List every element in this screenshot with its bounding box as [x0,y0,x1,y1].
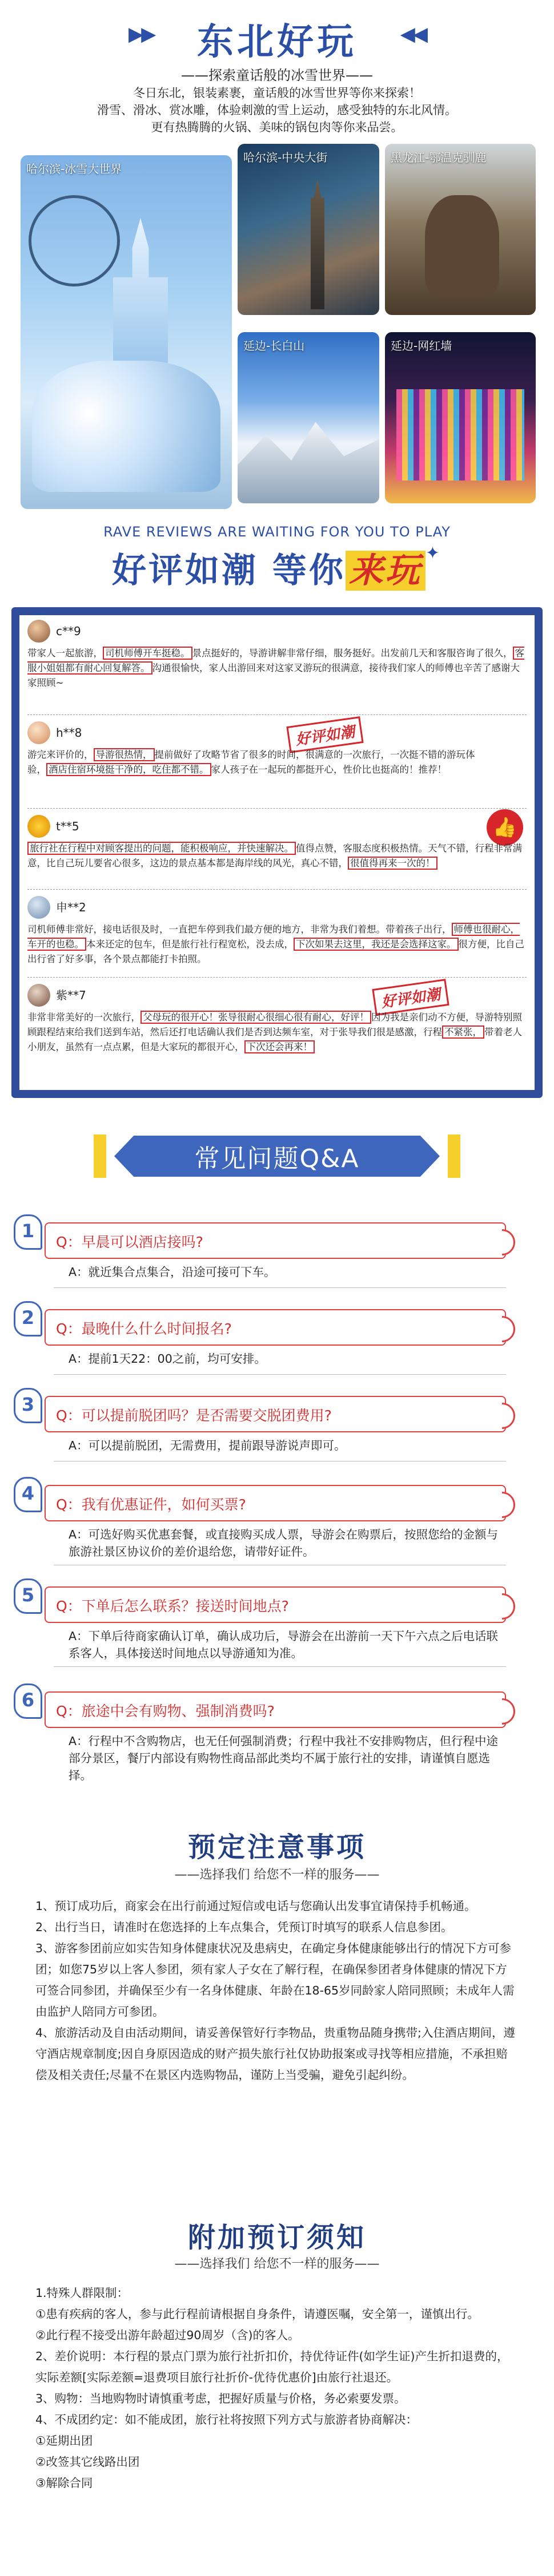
review-header [27,720,527,745]
notice-subtitle: ——选择我们 给您不一样的服务—— [174,1868,380,1882]
review-highlight: 导游很热情， [94,748,155,761]
review-fragment: 带着老人小朋友，虽然有一点点累，但是大家玩的都很开心， [27,1027,522,1052]
reviewer-name: 紫**7 [56,988,86,1002]
review-item [27,814,527,871]
qa-question-bar [45,1691,506,1728]
additional-title: 附加预订须知 [187,2222,366,2254]
review-highlight: 客服小姐姐都有耐心回复解答。 [27,648,524,673]
qa-number-badge: 6 [14,1683,42,1719]
qa-question: Q：旅途中会有购物、强制消费吗? [56,1703,275,1719]
additional-item: ①患有疾病的客人，参与此行程前请根据自身条件，请遵医嘱，安全第一，谨慎出行。 [35,2307,479,2321]
hero-title [129,13,425,65]
reviewer-name: 申**2 [56,901,86,914]
qa-item [14,1388,540,1456]
review-text [27,841,527,871]
rave-heading-highlight: 来玩 [346,551,425,591]
clock-tower-shape [300,178,335,309]
qa-title: 常见问题Q&A [194,1144,360,1173]
review-text [27,646,527,691]
photo-caption: 哈尔滨-中央大街 [243,151,328,164]
chevron-left-icon: ▶▶ [129,23,154,46]
review-fragment: 因为我是亲们动不方便，导游特别照顾跟程结束给我们送到车站，然后还打电话确认我们是否到达频车室，对于张导我们很是感激，行程 [27,1012,522,1037]
avatar [27,815,50,838]
reviewer-name: c**9 [56,624,81,638]
review-highlight: 不紧张， [442,1025,484,1039]
qa-question: Q：最晚什么什么时间报名? [56,1321,232,1337]
avatar [27,620,50,643]
review-fragment: 很方便，比自己出行省了好多事，各个景点都能打卡拍照。 [27,939,524,964]
sparkle-icon: ✦ [425,543,443,563]
qa-answer: A：可选好购买优惠套餐，或直接购买成人票，导游会在购票后，按照您给的金额与旅游社景区协议价的差价退给您，请带好证件。 [69,1528,499,1558]
qa-question-bar [45,1222,506,1259]
qa-banner [114,1130,440,1182]
additional-item: ②此行程不接受出游年龄超过90周岁（含)的客人。 [35,2328,300,2342]
qa-question: Q：我有优惠证件，如何买票? [56,1496,246,1513]
hero-description [46,84,508,136]
photo-caption: 延边-网红墙 [391,339,452,353]
qa-question-bar [45,1485,506,1521]
qa-divider [54,1666,506,1667]
qa-question: Q：早晨可以酒店接吗? [56,1234,203,1250]
review-divider [27,808,527,809]
review-fragment: 比自己玩儿要省心很多，这边的景点基本都是海岸线的风光，真心不错， [46,858,348,869]
review-header [27,983,527,1008]
photo-changbai-mountain [238,332,379,503]
qa-question-bar [45,1309,506,1346]
qa-question: Q：下单后怎么联系？接送时间地点? [56,1598,289,1614]
notice-item: 3、游客参团前应如实告知身体健康状况及患病史，在确定身体健康能够出行的情况下方可参团；如您75岁以上客人参团，须有家人子女在了解行程，在确保参团者身体健康的情况下方可签合同参团，并确保至少有一名身体健康、年龄在18-65岁同龄家人陪同照顾；未成年人需由监护人陪同方可参团。 [35,1941,515,2018]
photo-harbin-central-street [238,144,379,315]
photo-caption: 哈尔滨-冰雪大世界 [26,162,122,176]
chevron-right-icon: ◀◀ [400,23,425,46]
hero-subtitle: ——探索童话般的冰雪世界—— [181,67,373,83]
review-fragment: 值得点赞，客服态度积极热情。天气不错，行程非常满意， [27,843,522,869]
rave-chinese-heading [0,543,554,592]
hero-desc-line: 更有热腾腾的火锅、美味的锅包肉等你来品尝。 [151,120,403,134]
review-item [27,619,527,691]
review-fragment: 家人孩子在一起玩的都挺开心，性价比也挺高的！推荐！ [211,764,447,775]
hero-desc-line: 冬日东北，银装素裹，童话般的冰雪世界等你来探索！ [133,86,421,100]
review-item [27,895,527,967]
reviewer-name: h**8 [56,726,82,740]
avatar [27,896,50,919]
photo-harbin-ice-world [21,155,232,509]
review-divider [27,889,527,890]
review-highlight: 下次如果去这里，我还是会选择这家。 [294,938,459,951]
photo-neon-wall [385,332,536,503]
qa-item [14,1214,540,1283]
qa-answer: A：就近集合点集合，沿途可接可下车。 [69,1265,276,1279]
review-fragment: 景点挺好的，导游讲解非常仔细，服务挺好。出发前几天和客服咨询了很久， [192,648,513,659]
review-divider [27,977,527,978]
review-fragment: 提前做好了攻略节省了很多的时间，很满意的一次旅行，一次挺不错的游玩体验， [27,749,475,775]
additional-item: 4、不成团约定：如不能成团，旅行社将按照下列方式与旅游者协商解决： [35,2413,418,2426]
review-fragment: 带家人一起旅游， [27,648,103,659]
notice-list [35,1896,519,2086]
review-item [27,983,527,1055]
additional-item: ①延期出团 [35,2434,93,2448]
additional-item: 3、购物：当地购物时请慎重考虑，把握好质量与价格，务必索要发票。 [35,2392,406,2405]
review-highlight: 很值得再来一次的！ [348,857,437,870]
qa-divider [54,1374,506,1375]
neon-building-shape [396,389,524,481]
review-divider [27,714,527,715]
review-fragment: 司机师傅非常好，接电话很及时，一直把车停到我们最方便的地方，非常为我们着想。带着孩子出行， [27,924,452,935]
qa-answer: A：下单后待商家确认订单，确认成功后，导游会在出游前一天下午六点之后电话联系客人，具体接送时间地点以导游通知为准。 [69,1629,499,1660]
qa-number-badge: 2 [14,1301,42,1337]
qa-item [14,1301,540,1370]
wave-decor-icon [483,1310,520,1347]
reindeer-shape [425,195,499,298]
qa-divider [54,1287,506,1288]
photo-reindeer [385,144,536,315]
rave-english-heading: RAVE REVIEWS ARE WAITING FOR YOU TO PLAY [103,524,451,540]
rave-heading-a: 好评如潮 等你 [111,551,346,591]
qa-number-badge: 4 [14,1477,42,1512]
hero-title-text: 东北好玩 [197,21,357,63]
mountain-shape [238,418,379,503]
wave-decor-icon [483,1693,520,1730]
reviews-inner [19,615,535,1090]
additional-item: ②改签其它线路出团 [35,2455,140,2469]
reviews-panel [11,607,543,1098]
qa-number-badge: 3 [14,1388,42,1423]
avatar [27,721,50,744]
wave-decor-icon [483,1588,520,1625]
wave-decor-icon [483,1486,520,1523]
praise-stamp: 好评如潮 [372,979,449,1016]
photo-caption: 延边-长白山 [243,339,305,353]
additional-list [35,2283,519,2494]
review-fragment: 非常非常美好的一次旅行， [27,1012,140,1023]
review-highlight: 父母玩的很开心！张导很耐心很细心很有耐心，好评！ [140,1011,371,1024]
banner-decor-left [94,1134,106,1178]
reviewer-name: t**5 [56,819,79,833]
thumbs-up-icon: 👍 [487,809,523,846]
notice-item: 2、出行当日，请准时在您选择的上车点集合，凭预订时填写的联系人信息参团。 [35,1920,453,1934]
banner-decor-right [448,1134,460,1178]
review-highlight: 司机师傅开车挺稳。 [103,647,192,660]
notice-item: 1、预订成功后，商家会在出行前通过短信或电话与您确认出发事宜请保持手机畅通。 [35,1899,476,1913]
qa-question-bar [45,1396,506,1432]
qa-item [14,1578,540,1664]
review-item [27,720,527,777]
review-highlight: 下次还会再来！ [244,1040,315,1053]
hero-desc-line: 滑雪、滑冰、赏冰雕，体验刺激的雪上运动，感受独特的东北风情。 [97,103,457,117]
review-header [27,619,527,644]
qa-answer: A：可以提前脱团，无需费用，提前跟导游说声即可。 [69,1439,346,1452]
review-highlight: 师傅也很耐心，车开的也稳。 [27,924,520,950]
qa-question-bar [45,1586,506,1623]
qa-answer: A：提前1天22：00之前，均可安排。 [69,1352,266,1366]
review-fragment: 本来还定的包车，但是旅行社行程宽松，没去成， [86,939,294,950]
ferris-wheel-shape [29,195,120,286]
review-text [27,922,527,967]
qa-item [14,1477,540,1562]
wave-decor-icon [483,1224,520,1261]
additional-item: 2、差价说明：本行程的景点门票为旅行社折扣价，持优待证件(如学生证)产生折扣退费的，实际差额[实际差额=退费项目旅行社折价-优待优惠价]由旅行社退还。 [35,2349,509,2384]
review-fragment: 沟通很愉快，家人出游回来对这家叉游玩的很满意，接待我们家人的师傅也辛苦了感谢大家照顾~ [27,663,520,688]
wave-decor-icon [483,1397,520,1434]
praise-stamp: 好评如潮 [286,716,363,753]
ice-sculpture-shape [32,361,220,492]
review-header [27,814,527,839]
qa-answer: A：行程中不含购物店，也无任何强制消费；行程中我社不安排购物店，但行程中途部分景区，餐厅内部设有购物性商品部此类均不属于旅行社的安排，请谨慎自愿选择。 [69,1734,499,1782]
qa-item [14,1683,540,1798]
qa-question: Q：可以提前脱团吗？是否需要交脱团费用? [56,1407,332,1424]
notice-title: 预定注意事项 [187,1831,366,1863]
review-highlight: 旅行社在行程中对顾客提出的问题，能积极响应，并快速解决。 [27,842,296,855]
review-text [27,1010,527,1055]
review-highlight: 酒店住宿环境挺干净的，吃住都不错。 [46,763,211,776]
photo-caption: 黑龙江-鄂温克驯鹿 [391,151,487,164]
additional-item: ③解除合同 [35,2476,93,2490]
qa-number-badge: 5 [14,1578,42,1614]
additional-item: 1.特殊人群限制： [35,2286,129,2300]
review-header [27,895,527,920]
notice-item: 4、旅游活动及自由活动期间，请妥善保管好行李物品，贵重物品随身携带;入住酒店期间，遵守酒店规章制度;因自身原因造成的财产损失旅行社仅协助报案或寻找等相应措施，不承担赔偿及相关责任;尽量不在景区内选购物品，谨防上当受骗，避免引起纠纷。 [35,2026,515,2082]
review-fragment: 游完来评价的， [27,749,94,760]
qa-number-badge: 1 [14,1214,42,1250]
avatar [27,984,50,1007]
additional-subtitle: ——选择我们 给您不一样的服务—— [174,2257,380,2271]
hero-header [0,13,554,65]
review-text [27,748,527,777]
